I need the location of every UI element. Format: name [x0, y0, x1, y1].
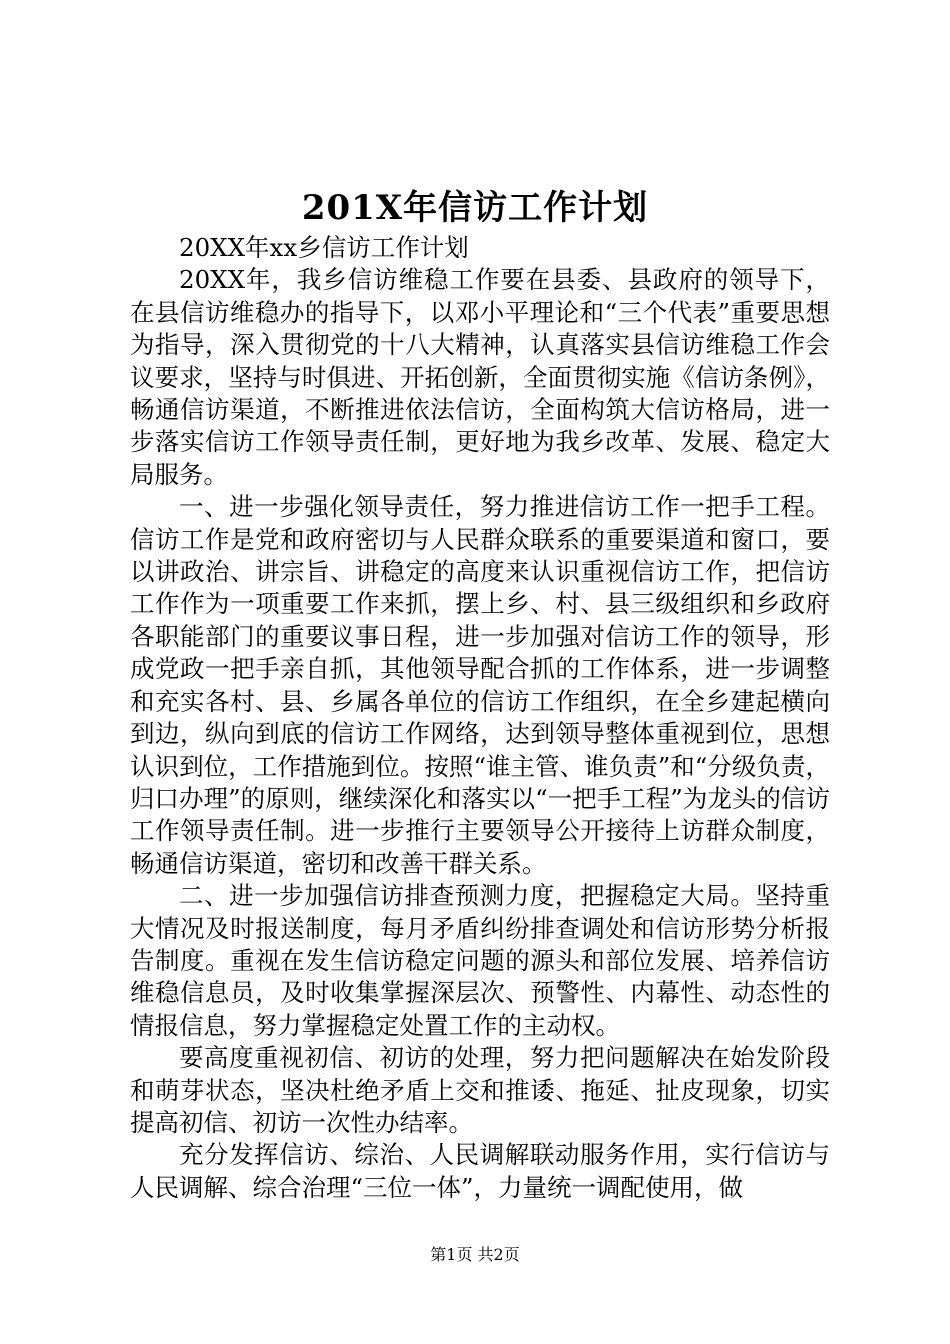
- subtitle-paragraph: 20XX年xx乡信访工作计划: [179, 233, 469, 262]
- body-paragraph: 二、进一步加强信访排查预测力度，把握稳定大局。坚持重大情况及时报送制度，每月矛盾纠纷排查调处和信访形势分析报告制度。重视在发生信访稳定问题的源头和部位发展、培养信访维稳信息员，及时收集掌握深层次、预警性、内幕性、动态性的情报信息，努力掌握稳定处置工作的主动权。: [130, 881, 830, 1040]
- document-title: 201X年信访工作计划: [301, 188, 649, 228]
- page-number-footer: 第1页 共2页: [430, 1245, 520, 1264]
- body-paragraph: 要高度重视初信、初访的处理，努力把问题解决在始发阶段和萌芽状态，坚决杜绝矛盾上交和推诿、拖延、扯皮现象，切实提高初信、初访一次性办结率。: [130, 1043, 830, 1137]
- document-body: [130, 232, 830, 1204]
- body-paragraph: 充分发挥信访、综治、人民调解联动服务作用，实行信访与人民调解、综合治理“三位一体”，力量统一调配使用，做: [130, 1140, 830, 1202]
- body-paragraph: 一、进一步强化领导责任，努力推进信访工作一把手工程。信访工作是党和政府密切与人民群众联系的重要渠道和窗口，要以讲政治、讲宗旨、讲稳定的高度来认识重视信访工作，把信访工作作为一项重要工作来抓，摆上乡、村、县三级组织和乡政府各职能部门的重要议事日程，进一步加强对信访工作的领导，形成党政一把手亲自抓，其他领导配合抓的工作体系，进一步调整和充实各村、县、乡属各单位的信访工作组织，在全乡建起横向到边，纵向到底的信访工作网络，达到领导整体重视到位，思想认识到位，工作措施到位。按照“谁主管、谁负责”和“分级负责，归口办理”的原则，继续深化和落实以“一把手工程”为龙头的信访工作领导责任制。进一步推行主要领导公开接待上访群众制度，畅通信访渠道，密切和改善干群关系。: [130, 492, 830, 878]
- body-paragraph: 20XX年，我乡信访维稳工作要在县委、县政府的领导下，在县信访维稳办的指导下，以邓小平理论和“三个代表”重要思想为指导，深入贯彻党的十八大精神，认真落实县信访维稳工作会议要求，坚持与时俱进、开拓创新，全面贯彻实施《信访条例》，畅通信访渠道，不断推进依法信访，全面构筑大信访格局，进一步落实信访工作领导责任制，更好地为我乡改革、发展、稳定大局服务。: [130, 265, 830, 489]
